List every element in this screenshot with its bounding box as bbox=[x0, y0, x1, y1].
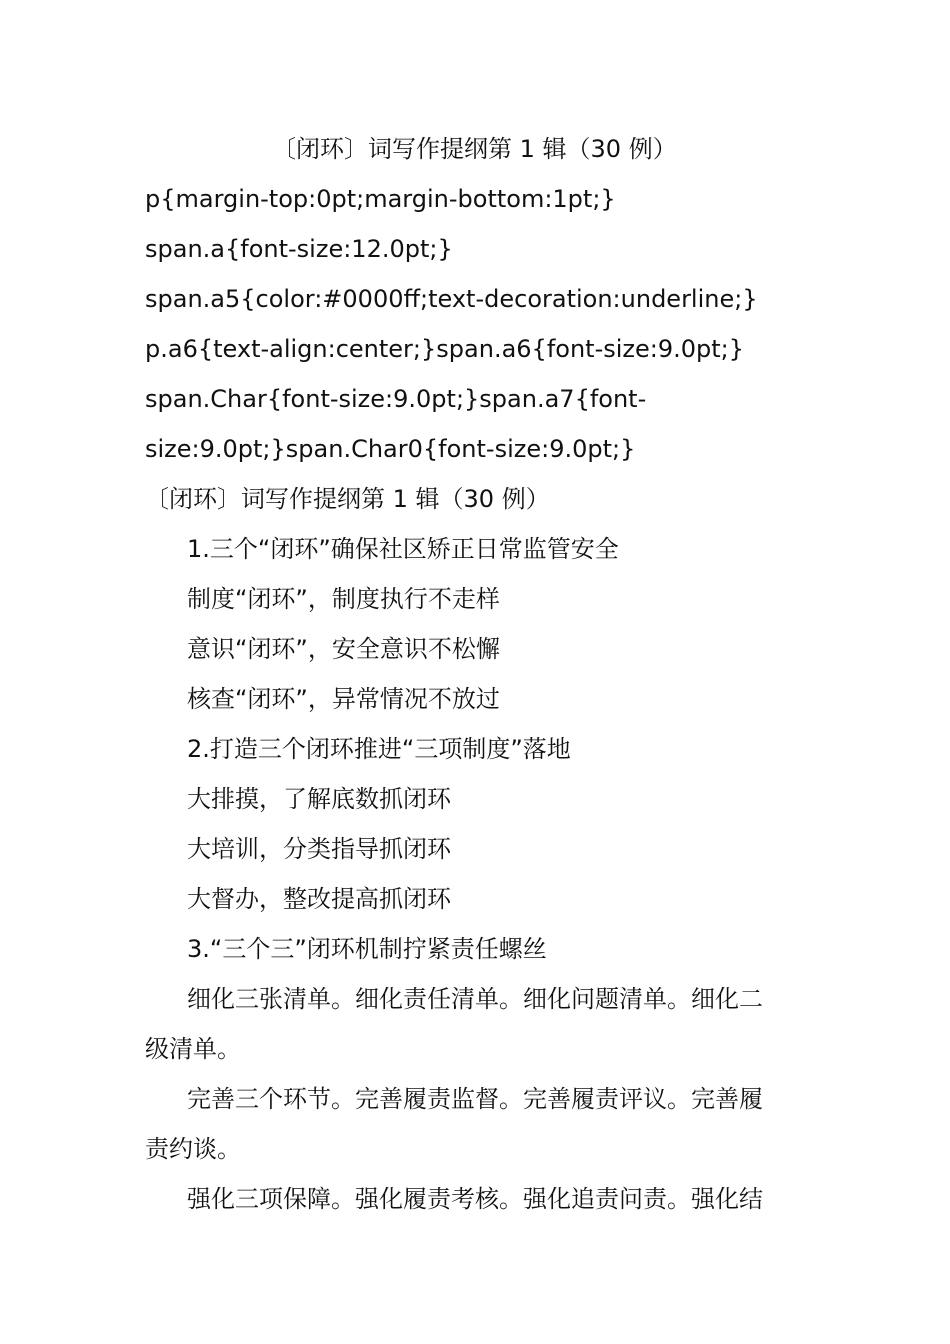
document-title: 〔闭环〕词写作提纲第 1 辑（30 例） bbox=[272, 135, 677, 163]
document-subtitle: 〔闭环〕词写作提纲第 1 辑（30 例） bbox=[145, 485, 550, 513]
body-line-continuation: 责约谈。 bbox=[145, 1135, 241, 1163]
css-line-6: size:9.0pt;}span.Char0{font-size:9.0pt;} bbox=[145, 435, 636, 463]
section-heading-3: 3.“三个三”闭环机制拧紧责任螺丝 bbox=[187, 935, 547, 963]
body-line-continuation: 级清单。 bbox=[145, 1035, 241, 1063]
css-line-1: p{margin-top:0pt;margin-bottom:1pt;} bbox=[145, 185, 616, 213]
body-line: 细化三张清单。细化责任清单。细化问题清单。细化二 bbox=[187, 985, 763, 1013]
section-heading-1: 1.三个“闭环”确保社区矫正日常监管安全 bbox=[187, 535, 619, 563]
css-line-3: span.a5{color:#0000ff;text-decoration:underline;} bbox=[145, 285, 758, 313]
body-line: 完善三个环节。完善履责监督。完善履责评议。完善履 bbox=[187, 1085, 763, 1113]
body-line: 大培训，分类指导抓闭环 bbox=[187, 835, 451, 863]
body-line: 意识“闭环”，安全意识不松懈 bbox=[187, 635, 500, 663]
body-line: 制度“闭环”，制度执行不走样 bbox=[187, 585, 500, 613]
body-line: 大排摸，了解底数抓闭环 bbox=[187, 785, 451, 813]
css-line-4: p.a6{text-align:center;}span.a6{font-size:9.0pt;} bbox=[145, 335, 745, 363]
css-line-2: span.a{font-size:12.0pt;} bbox=[145, 235, 453, 263]
body-line: 大督办，整改提高抓闭环 bbox=[187, 885, 451, 913]
section-heading-2: 2.打造三个闭环推进“三项制度”落地 bbox=[187, 735, 571, 763]
css-line-5: span.Char{font-size:9.0pt;}span.a7{font- bbox=[145, 385, 647, 413]
body-line: 核查“闭环”，异常情况不放过 bbox=[187, 685, 500, 713]
body-line: 强化三项保障。强化履责考核。强化追责问责。强化结 bbox=[187, 1185, 763, 1213]
